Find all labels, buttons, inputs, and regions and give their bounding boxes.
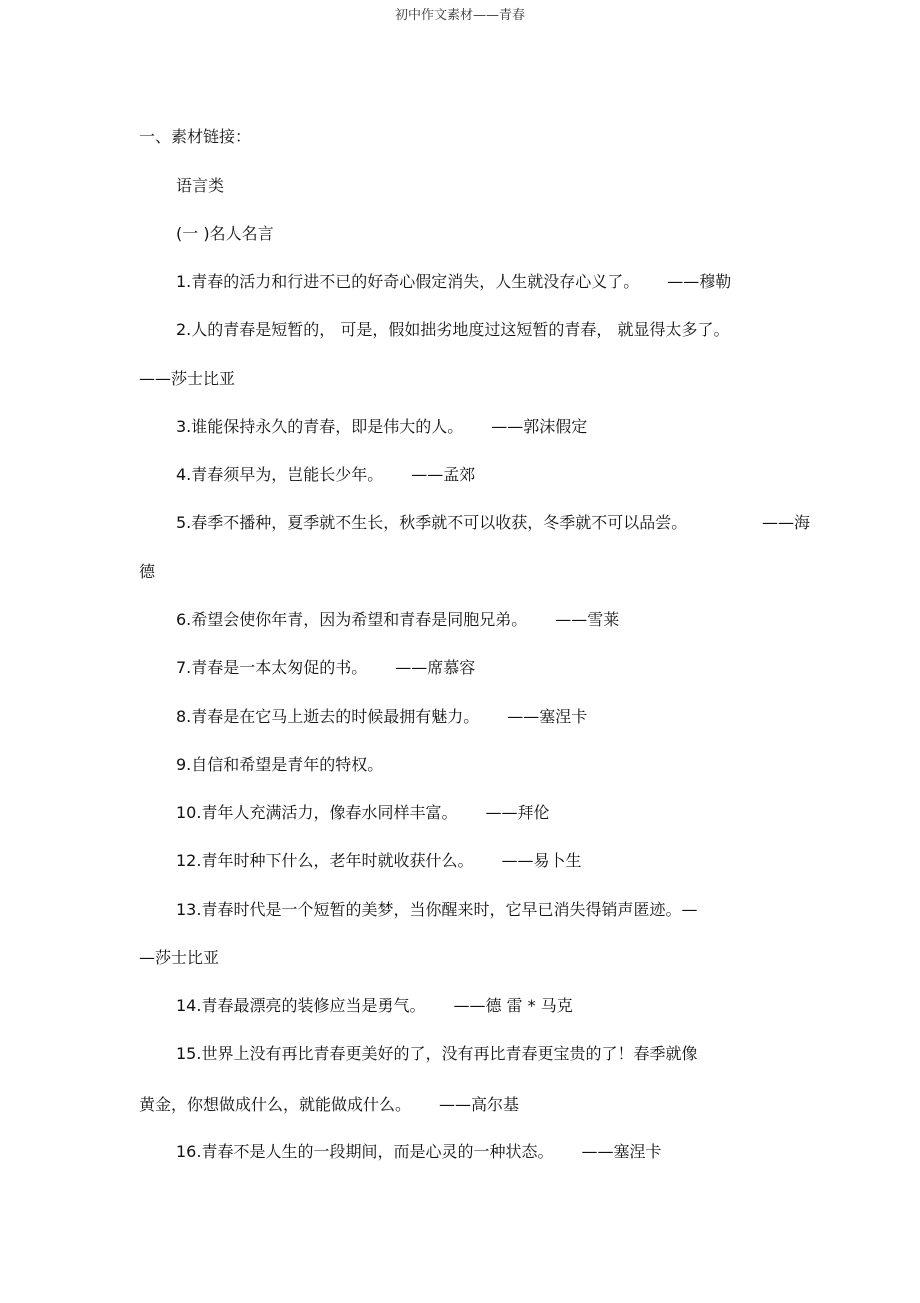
quote-text: 16.青春不是人生的一段期间，而是心灵的一种状态。 [176, 1142, 554, 1161]
quote-item [176, 416, 587, 438]
quote-text: 2.人的青春是短暂的， 可是，假如拙劣地度过这短暂的青春， 就显得太多了。 [176, 320, 730, 339]
quote-item [176, 802, 549, 824]
quote-text: 1.青春的活力和行进不已的好奇心假定消失，人生就没存心义了。 [176, 272, 640, 291]
quote-item [176, 995, 573, 1017]
quote-item [176, 657, 475, 679]
quote-author: ——雪莱 [555, 610, 620, 629]
quote-author: ——高尔基 [439, 1095, 520, 1114]
quote-item [176, 754, 383, 776]
page-header: 初中作文素材——青春 [394, 8, 525, 23]
quote-author: ——孟郊 [411, 465, 476, 484]
section-heading: 一、素材链接： [139, 127, 252, 146]
quote-author: ——德 雷 * 马克 [453, 996, 573, 1015]
quote-item [176, 1043, 697, 1065]
quote-author: ——塞涅卡 [507, 707, 588, 726]
quote-author: ——莎士比亚 [139, 369, 236, 388]
quote-text: 12.青年时种下什么，老年时就收获什么。 [176, 851, 474, 870]
quote-author: ——海 [762, 513, 811, 532]
quote-item [176, 609, 619, 631]
quote-text: 15.世界上没有再比青春更美好的了，没有再比青春更宝贵的了！春季就像 [176, 1044, 698, 1063]
quote-text: 3.谁能保持永久的青春，即是伟大的人。 [176, 417, 464, 436]
quote-text: 7.青春是一本太匆促的书。 [176, 658, 368, 677]
category-heading: 语言类 [176, 176, 225, 195]
quote-item [176, 850, 581, 872]
quote-author: ——易卜生 [501, 851, 582, 870]
subheading: (一 )名人名言 [176, 224, 274, 243]
quote-text: 5.春季不播种，夏季就不生长，秋季就不可以收获，冬季就不可以品尝。 [176, 513, 688, 532]
quote-continuation: 黄金，你想做成什么，就能做成什么。 [139, 1095, 412, 1114]
quote-text: 9.自信和希望是青年的特权。 [176, 755, 384, 774]
quote-text: 13.青春时代是一个短暂的美梦，当你醒来时，它早已消失得销声匿迹。— [176, 900, 698, 919]
quote-text: 6.希望会使你年青，因为希望和青春是同胞兄弟。 [176, 610, 528, 629]
quote-author: ——郭沫假定 [491, 417, 588, 436]
quote-author: ——拜伦 [485, 803, 550, 822]
quote-author: ——穆勒 [667, 272, 732, 291]
quote-item [176, 512, 687, 534]
quote-item [139, 1094, 519, 1116]
quote-item [176, 271, 731, 293]
quote-text: 10.青年人充满活力，像春水同样丰富。 [176, 803, 458, 822]
quote-text: 8.青春是在它马上逝去的时候最拥有魅力。 [176, 707, 480, 726]
quote-text: 4.青春须早为，岂能长少年。 [176, 465, 384, 484]
quote-item [176, 319, 729, 341]
quote-author: ——塞涅卡 [581, 1142, 662, 1161]
quote-item [176, 464, 475, 486]
quote-item [176, 899, 697, 921]
quote-item [176, 706, 587, 728]
quote-item [176, 1141, 661, 1163]
quote-author: ——席慕容 [395, 658, 476, 677]
quote-continuation: —莎士比亚 [139, 948, 220, 967]
quote-continuation: 德 [139, 562, 156, 581]
quote-text: 14.青春最漂亮的装修应当是勇气。 [176, 996, 426, 1015]
